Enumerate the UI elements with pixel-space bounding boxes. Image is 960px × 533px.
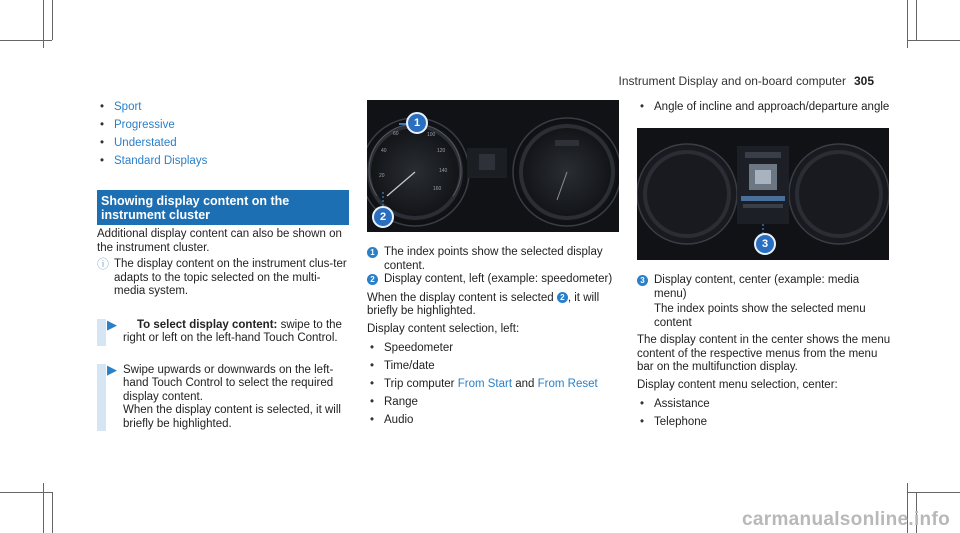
callout-1: 1 <box>406 112 428 134</box>
center-heading: Display content menu selection, center: <box>637 378 838 391</box>
callout-badge: 3 <box>637 275 648 286</box>
section-heading: Showing display content on the instrument cluster <box>97 190 349 225</box>
trip-and: and <box>512 378 538 390</box>
cluster-illustration <box>367 100 619 232</box>
list-item <box>367 377 619 391</box>
link-understated[interactable]: Understated <box>114 137 177 149</box>
left-options-list <box>367 341 619 427</box>
legend-text: The index points show the selected display content. <box>384 246 603 272</box>
crop-mark <box>0 492 52 493</box>
tick-label: 140 <box>439 168 448 174</box>
callout-badge: 2 <box>367 274 378 285</box>
selection-text <box>367 292 619 319</box>
step-text: Swipe upwards or downwards on the left-hand Touch Control to select the required display content. <box>123 363 334 403</box>
drive-program-list <box>97 100 349 168</box>
callout-3: 3 <box>754 233 776 255</box>
media-menu-image <box>637 128 889 260</box>
link-progressive[interactable]: Progressive <box>114 119 175 131</box>
tick-label: 120 <box>437 148 446 154</box>
sentence-part: , it will briefly be highlighted. <box>367 291 600 317</box>
instruction-step <box>97 316 349 346</box>
note-text: The display content on the instrument clus-ter adapts to the topic selected on the multi-media system. <box>114 258 347 297</box>
center-text: The display content in the center shows the menu content of the respective menus from the menu bar on the multifunction display. <box>637 334 891 373</box>
callout-badge: 2 <box>557 292 568 303</box>
list-item[interactable] <box>97 154 349 168</box>
trip-prefix: Trip computer <box>384 378 458 390</box>
speedometer-image <box>367 100 619 232</box>
arrow-right-icon: ▶ <box>107 361 117 377</box>
step-text: swipe to the right or left on the left-hand Touch Control. <box>123 318 342 344</box>
crop-mark <box>916 0 917 40</box>
list-item: • Time/date <box>367 359 619 373</box>
tick-label: 20 <box>379 173 385 179</box>
arrow-right-icon: ▶ <box>107 316 117 332</box>
crop-mark <box>907 492 960 493</box>
crop-mark <box>52 492 53 533</box>
legend-text: Display content, center (example: media menu) <box>654 274 860 300</box>
step-subtext: When the display content is selected, it will briefly be highlighted. <box>123 404 341 430</box>
list-item[interactable] <box>97 136 349 150</box>
crop-mark <box>0 40 52 41</box>
legend-subtext: The index points show the selected menu content <box>654 303 866 329</box>
watermark: carmanualsonline.info <box>742 509 950 530</box>
crop-mark <box>43 483 44 533</box>
legend-item <box>367 246 619 273</box>
tick-label: 40 <box>381 148 387 154</box>
crop-mark <box>907 40 960 41</box>
list-item: • Audio <box>367 413 619 427</box>
sentence-part: When the display content is selected <box>367 291 557 304</box>
legend-item <box>367 273 619 287</box>
link-standard-displays[interactable]: Standard Displays <box>114 155 208 167</box>
legend-text: Display content, left (example: speedometer) <box>384 273 613 285</box>
list-item: • Angle of incline and approach/departure angle <box>637 100 892 114</box>
angle-list <box>637 100 892 114</box>
list-item[interactable] <box>97 100 349 114</box>
step-bar <box>97 364 106 432</box>
column-middle <box>367 100 619 431</box>
step-body <box>106 316 349 346</box>
link-from-reset[interactable]: From Reset <box>537 378 598 390</box>
selection-heading: Display content selection, left: <box>367 322 520 335</box>
step-bar <box>97 319 106 346</box>
list-item: • Telephone <box>637 415 892 429</box>
header-title: Instrument Display and on-board computer <box>618 74 846 88</box>
step-bold: To select display content: <box>137 318 278 331</box>
info-note-icon: ⓘ <box>97 257 110 271</box>
tick-label: 60 <box>393 131 399 137</box>
crop-mark <box>52 0 53 40</box>
link-sport[interactable]: Sport <box>114 101 142 113</box>
tick-label: 100 <box>427 132 436 138</box>
center-options-list <box>637 397 892 429</box>
list-item[interactable] <box>97 118 349 132</box>
page-number: 305 <box>853 74 874 88</box>
list-item: • Range <box>367 395 619 409</box>
callout-2: 2 <box>372 206 394 228</box>
link-from-start[interactable]: From Start <box>457 378 513 390</box>
instruction-step <box>97 361 349 432</box>
list-item: • Assistance <box>637 397 892 411</box>
list-item: • Speedometer <box>367 341 619 355</box>
running-header <box>619 74 874 88</box>
column-right <box>637 100 892 433</box>
legend-item <box>637 274 892 330</box>
note <box>97 258 349 299</box>
column-left <box>97 100 349 431</box>
callout-badge: 1 <box>367 247 378 258</box>
intro-text: Additional display content can also be shown on the instrument cluster. <box>97 228 342 254</box>
step-body <box>106 361 349 432</box>
tick-label: 160 <box>433 186 442 192</box>
